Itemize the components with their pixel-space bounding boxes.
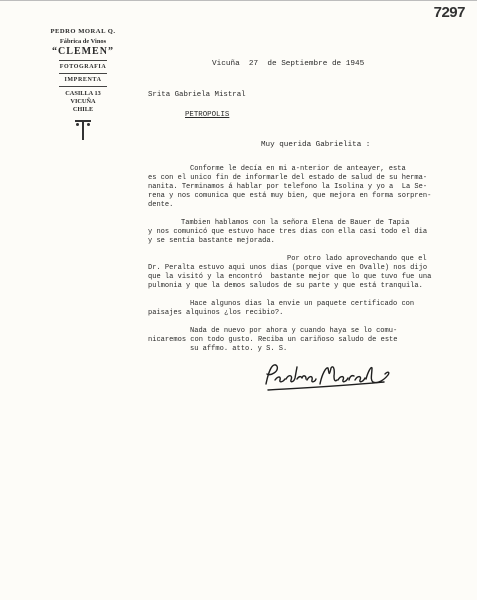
letterhead-name: PEDRO MORAL Q. xyxy=(50,28,116,35)
archive-number: 7297 xyxy=(433,4,465,21)
body-line: y se sentía bastante mejorada. xyxy=(148,237,275,245)
body-line: paisajes alquinos ¿los recibio?. xyxy=(148,309,284,317)
letterhead-address-country: CHILE xyxy=(72,106,94,113)
body-line: dente. xyxy=(148,201,174,209)
body-line: y nos comunicó que estuvo hace tres dias con ella casi todo el dia xyxy=(148,228,428,236)
body-line: Dr. Peralta estuvo aqui unos dias (porque vive en Ovalle) nos dijo xyxy=(148,264,428,272)
letterhead-service-printing: IMPRENTA xyxy=(64,77,102,83)
letterhead-rule xyxy=(59,73,107,74)
body-line: que la visitó y la encontró bastante mejor que lo que tuvo fue una xyxy=(148,273,432,281)
letterhead-address xyxy=(28,90,138,114)
body-line: su affmo. atto. y S. S. xyxy=(190,345,288,353)
letterhead xyxy=(28,28,138,140)
body-line: pulmonia y que la demos saludos de su parte y que está tranquila. xyxy=(148,282,423,290)
letterhead-address-box: CASILLA 13 xyxy=(65,90,101,97)
recipient-city: PETROPOLIS xyxy=(185,111,230,119)
body-line: Conforme le decía en mi a-nterior de anteayer, esta xyxy=(190,165,406,173)
body-line: Por otro lado aprovechando que el xyxy=(287,255,427,263)
body-line: nanita. Terminamos á hablar por telefono la Isolina y yo a La Se- xyxy=(148,183,428,191)
body-line: nicaremos con todo gusto. Reciba un cariñoso saludo de este xyxy=(148,336,398,344)
letter-date: Vicuña 27 de Septiembre de 1945 xyxy=(212,60,365,68)
handwritten-signature xyxy=(262,362,400,398)
page-edge xyxy=(0,0,477,1)
letterhead-brand: “CLEMEN” xyxy=(52,46,114,57)
body-line: Nada de nuevo por ahora y cuando haya se lo comu- xyxy=(190,327,398,335)
letterhead-rule xyxy=(59,86,107,87)
recipient: Srita Gabriela Mistral xyxy=(148,91,246,99)
body-line: es con el unico fin de informarle del estado de salud de su herma- xyxy=(148,174,428,182)
letterhead-emblem-icon xyxy=(73,118,93,140)
salutation: Muy querida Gabrielita : xyxy=(261,141,371,149)
letterhead-business: Fábrica de Vinos xyxy=(59,38,107,45)
letterhead-address-town: VICUÑA xyxy=(70,98,96,105)
body-line: rena y nos comunica que está muy bien, que mejora en forma sorpren- xyxy=(148,192,432,200)
body-line: Tambien hablamos con la señora Elena de Bauer de Tapia xyxy=(181,219,410,227)
letterhead-rule xyxy=(59,60,107,61)
letterhead-service-photography: FOTOGRAFIA xyxy=(59,64,107,70)
body-line: Hace algunos dias la envie un paquete certificado con xyxy=(190,300,415,308)
